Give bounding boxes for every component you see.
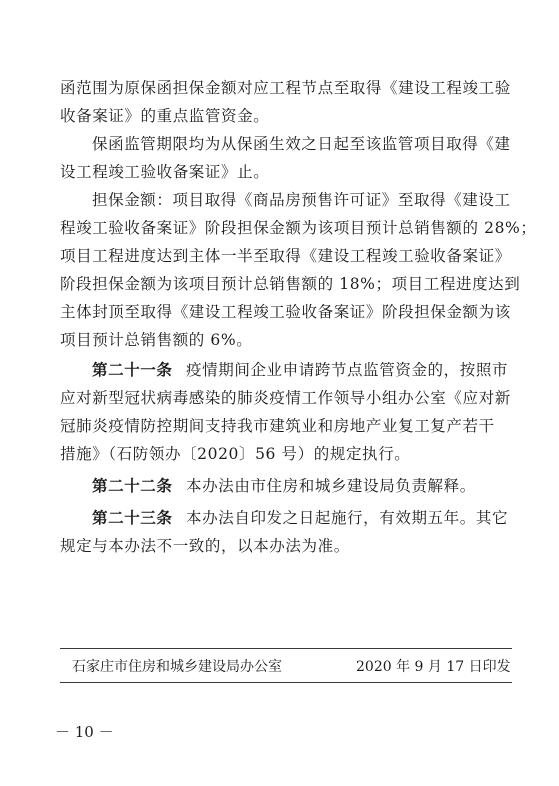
article-22-line [92, 476, 476, 496]
article-22-title: 第二十二条 [92, 476, 173, 495]
footer-top-rule [60, 648, 512, 649]
article-22-text: 本办法由市住房和城乡建设局负责解释。 [186, 477, 476, 495]
paragraph-line: 项目工程进度达到主体一半至取得《建设工程竣工验收备案证》 [60, 247, 511, 265]
paragraph-line: 应对新型冠状病毒感染的肺炎疫情工作领导小组办公室《应对新 [60, 389, 511, 407]
article-23-title: 第二十三条 [92, 508, 173, 527]
article-23-line [92, 508, 508, 528]
paragraph-line: 项目预计总销售额的 6%。 [60, 331, 253, 349]
paragraph-line: 函范围为原保函担保金额对应工程节点至取得《建设工程竣工验 [60, 79, 511, 97]
footer-bottom-rule [60, 682, 512, 683]
article-21-title: 第二十一条 [92, 360, 173, 379]
paragraph-line: 保函监管期限均为从保函生效之日起至该监管项目取得《建 [92, 135, 511, 153]
page-number: － 10 － [55, 723, 114, 741]
article-21-line [92, 360, 508, 380]
paragraph-line: 规定与本办法不一致的，以本办法为准。 [60, 537, 350, 555]
paragraph-line: 冠肺炎疫情防控期间支持我市建筑业和房地产业复工复产若干 [60, 417, 495, 435]
footer-date: 2020 年 9 月 17 日印发 [356, 659, 511, 675]
paragraph-line: 程竣工验收备案证》阶段担保金额为该项目预计总销售额的 28%； [60, 219, 537, 237]
footer-issuer: 石家庄市住房和城乡建设局办公室 [72, 659, 282, 675]
paragraph-line: 收备案证》的重点监管资金。 [60, 107, 270, 125]
paragraph-line: 担保金额：项目取得《商品房预售许可证》至取得《建设工 [92, 191, 511, 209]
paragraph-line: 阶段担保金额为该项目预计总销售额的 18%；项目工程进度达到 [60, 275, 521, 293]
paragraph-line: 主体封顶至取得《建设工程竣工验收备案证》阶段担保金额为该 [60, 303, 511, 321]
paragraph-line: 措施》（石防领办〔2020〕56 号）的规定执行。 [60, 445, 411, 463]
article-21-text: 疫情期间企业申请跨节点监管资金的，按照市 [186, 361, 509, 379]
paragraph-line: 设工程竣工验收备案证》止。 [60, 163, 270, 181]
article-23-text: 本办法自印发之日起施行，有效期五年。其它 [186, 509, 509, 527]
